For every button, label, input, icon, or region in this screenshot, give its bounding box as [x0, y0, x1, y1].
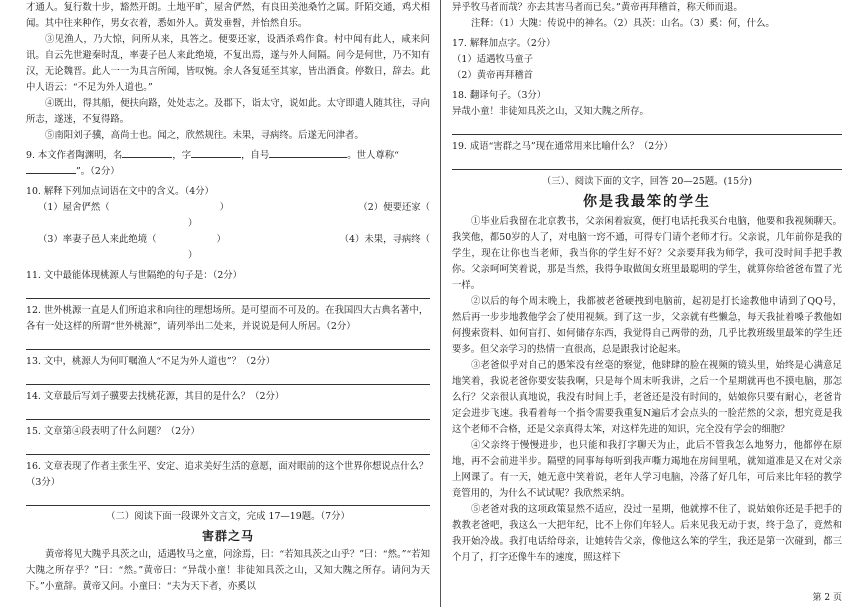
- passage-para-3: ③见渔人，乃大惊，问所从来，具答之。便要还家，设酒杀鸡作食。村中闻有此人，咸来问讯。自云先世避秦时乱，率妻子邑人来此绝境，不复出焉，遂与外人间隔。问今是何世，乃不知有汉，无论魏晋。此人一一为具言所闻，皆叹惋。余人各复延至其家，皆出酒食。停数日，辞去。此中人语云：“不足为外人道也。”: [26, 34, 430, 93]
- question-17-item-1: （1）适遇牧马童子: [452, 54, 533, 65]
- passage-para-5: ⑤南阳刘子骥，高尚士也。闻之，欣然规往。未果，寻病终。后遂无问津者。: [45, 130, 364, 141]
- notes: 注释：（1）大隗：传说中的神名。（2）具茨：山名。（3）奚：何，什么。: [471, 18, 775, 29]
- student-para-4: ④父亲终于慢慢进步，也只能和我打字聊天为止，此后不管我怎么地努力，他都停在原地，再不会前进半步。隔壁的同事每每听到我声嘶力竭地在房间里吼，就知道准是又在对父亲上网课了。有一天，她无意中笑着说，老年人学习电脑，冷落了好几年，可后来比年轻的教学竟管用的，为什么不试试呢？我欣然采纳。: [452, 440, 842, 499]
- question-16: 16. 文章表现了作者主张生平、安定、追求美好生活的意愿，面对眼前的这个世界你想说点什么？（3分）: [26, 461, 429, 488]
- passage-horse: 黄帝将见大隗乎具茨之山，适遇牧马之童，问涂焉，曰：“若知具茨之山乎？”曰：“然。”“若知大隗之所存乎？”曰：“然。”黄帝曰：“异哉小童！非徒知具茨之山，又知大隗之所存。请问为天下。”小童辞。黄帝又问。小童曰：“夫为天下者，亦奚以: [26, 549, 430, 592]
- answer-line[interactable]: [26, 372, 430, 385]
- question-10-row-3: （3）率妻子邑人来此绝境（ ） （4）未果，寻病终（: [38, 234, 430, 245]
- column-divider: [440, 0, 441, 607]
- left-column: [26, 0, 430, 607]
- question-10-row-4: ）: [188, 250, 198, 261]
- answer-line[interactable]: [26, 337, 430, 350]
- student-para-1: ①毕业后我留在北京教书，父亲闲着寂寞，便打电话托我买台电脑，他要和我视频聊天。我笑他，都50岁的人了，对电脑一窍不通，可得专门请个老师才行。父亲说，几年前你是我的学生，现在让你也当老师，我当你的学生好不好？父亲要拜我为师学，我可没时间手把手教你。父亲呵呵笑着说，那是当然，我得争取做闺女班里最聪明的学生，就算你给爸爸布置了光一样。: [452, 216, 842, 291]
- question-18-text: 异哉小童！非徒知具茨之山，又知大隗之所存。: [452, 106, 649, 117]
- answer-line[interactable]: [452, 122, 842, 135]
- question-10-row-2: ）: [188, 218, 198, 229]
- right-column: [452, 0, 842, 607]
- answer-blank[interactable]: [26, 173, 76, 174]
- passage-intro: 才通人。复行数十步，豁然开朗。土地平旷，屋舍俨然，有良田美池桑竹之属。阡陌交通，鸡犬相闻。其中往来种作，男女衣着，悉如外人。黄发垂髫，并怡然自乐。: [26, 2, 430, 29]
- answer-line[interactable]: [452, 157, 842, 170]
- question-17: 17. 解释加点字。（2分）: [452, 38, 556, 49]
- answer-blank[interactable]: [269, 157, 347, 158]
- answer-line[interactable]: [26, 286, 430, 299]
- question-13: 13. 文中，桃源人为何叮嘱渔人“不足为外人道也”？（2分）: [26, 356, 276, 367]
- section-3-heading: （三）、阅读下面的文字，回答 20—25题。(15分): [541, 176, 753, 187]
- question-9: 9. 本文作者陶渊明，名 ，字 ，自号 。世人尊称“”。（2分）: [26, 150, 399, 177]
- answer-line[interactable]: [26, 407, 430, 420]
- student-para-5: ⑤老爸对我的这项政策显然不适应，没过一星期，他就撑不住了，说姑娘你还是手把手的教教老爸吧，我这么一大把年纪，比不上你们年轻人。后来见我无动于衷，终于急了，竟然和我开始冷战。我打电话给母亲，让她转告父亲，像他这么笨的学生，我还是第一次碰到，都三个月了，打字还像牛车的速度，照这样下: [452, 504, 842, 563]
- question-15: 15. 文章第④段表明了什么问题？（2分）: [26, 426, 200, 437]
- passage-horse-cont: 异乎牧马者而哉？亦去其害马者而已矣。”黄帝再拜稽首，称天师而退。: [452, 2, 743, 13]
- question-18: 18. 翻译句子。（3分）: [452, 90, 547, 101]
- passage-para-4: ④既出，得其船，便扶向路，处处志之。及郡下，诣太守，说如此。太守即遣人随其往，寻向所志，遂迷，不复得路。: [26, 98, 430, 125]
- section-2-heading: （二）阅读下面一段课外文言文，完成 17—19题。（7分）: [106, 511, 350, 522]
- question-11: 11. 文中最能体现桃源人与世隔绝的句子是：（2分）: [26, 270, 243, 281]
- question-19: 19. 成语“害群之马”现在通常用来比喻什么？（2分）: [452, 141, 673, 152]
- answer-line[interactable]: [26, 493, 430, 506]
- question-17-item-2: （2）黄帝再拜稽首: [452, 70, 533, 81]
- question-12: 12. 世外桃源一直是人们所追求和向往的理想场所。是可望而不可及的。在我国四大古典名著中，各有一处这样的所谓“世外桃源”，请列举出二处来，并说说是何人所居。（2分）: [26, 305, 429, 332]
- answer-blank[interactable]: [122, 157, 172, 158]
- passage-title-horse: 害群之马: [201, 529, 254, 543]
- question-10: 10. 解释下列加点词语在文中的含义。（4分）: [26, 186, 214, 197]
- page-number: 第 2 页: [812, 593, 842, 603]
- student-para-2: ②以后的每个周末晚上，我都被老爸硬拽到电脑前，起初是打长途教他申请到了QQ号，然后再一步步地教他学会了使用视频。到了这一步，父亲就有些懒急，每天我扯着嗓子教他如何搜索资料、如何盲打、如何储存东西，我觉得自己两带的劲，几乎比教班级里最笨的学生还要多。但父亲学习的热情一直很高，总是跟我讨论起来。: [452, 296, 842, 355]
- passage-title-student: 你是我最笨的学生: [583, 194, 711, 210]
- question-10-row-1: （1）屋舍俨然（ ） （2）便要还家（: [38, 202, 430, 213]
- question-14: 14. 文章最后写刘子骥要去找桃花源，其目的是什么？（2分）: [26, 391, 285, 402]
- student-para-3: ③老爸似乎对自己的愚笨没有丝毫的察觉，他肆肆的脸在视频的镜头里，始终是心满意足地笑着，我说老爸你要安装我啊，只是每个周末听我讲，之后一个星期就再也不摸电脑，那怎么行？父亲很认真地说，我没有时间上手，老爸还是没有时间的，姑娘你只要有耐心，老爸肯定会进步飞速。我看着每一个指令需要我重复N遍后才会点头的一脸茫然的父亲，想究竟是我这个老师不合格，还是父亲真得太笨，对这样先进的知识，完全没有学会的细胞？: [452, 360, 842, 435]
- answer-line[interactable]: [26, 442, 430, 455]
- answer-blank[interactable]: [191, 157, 241, 158]
